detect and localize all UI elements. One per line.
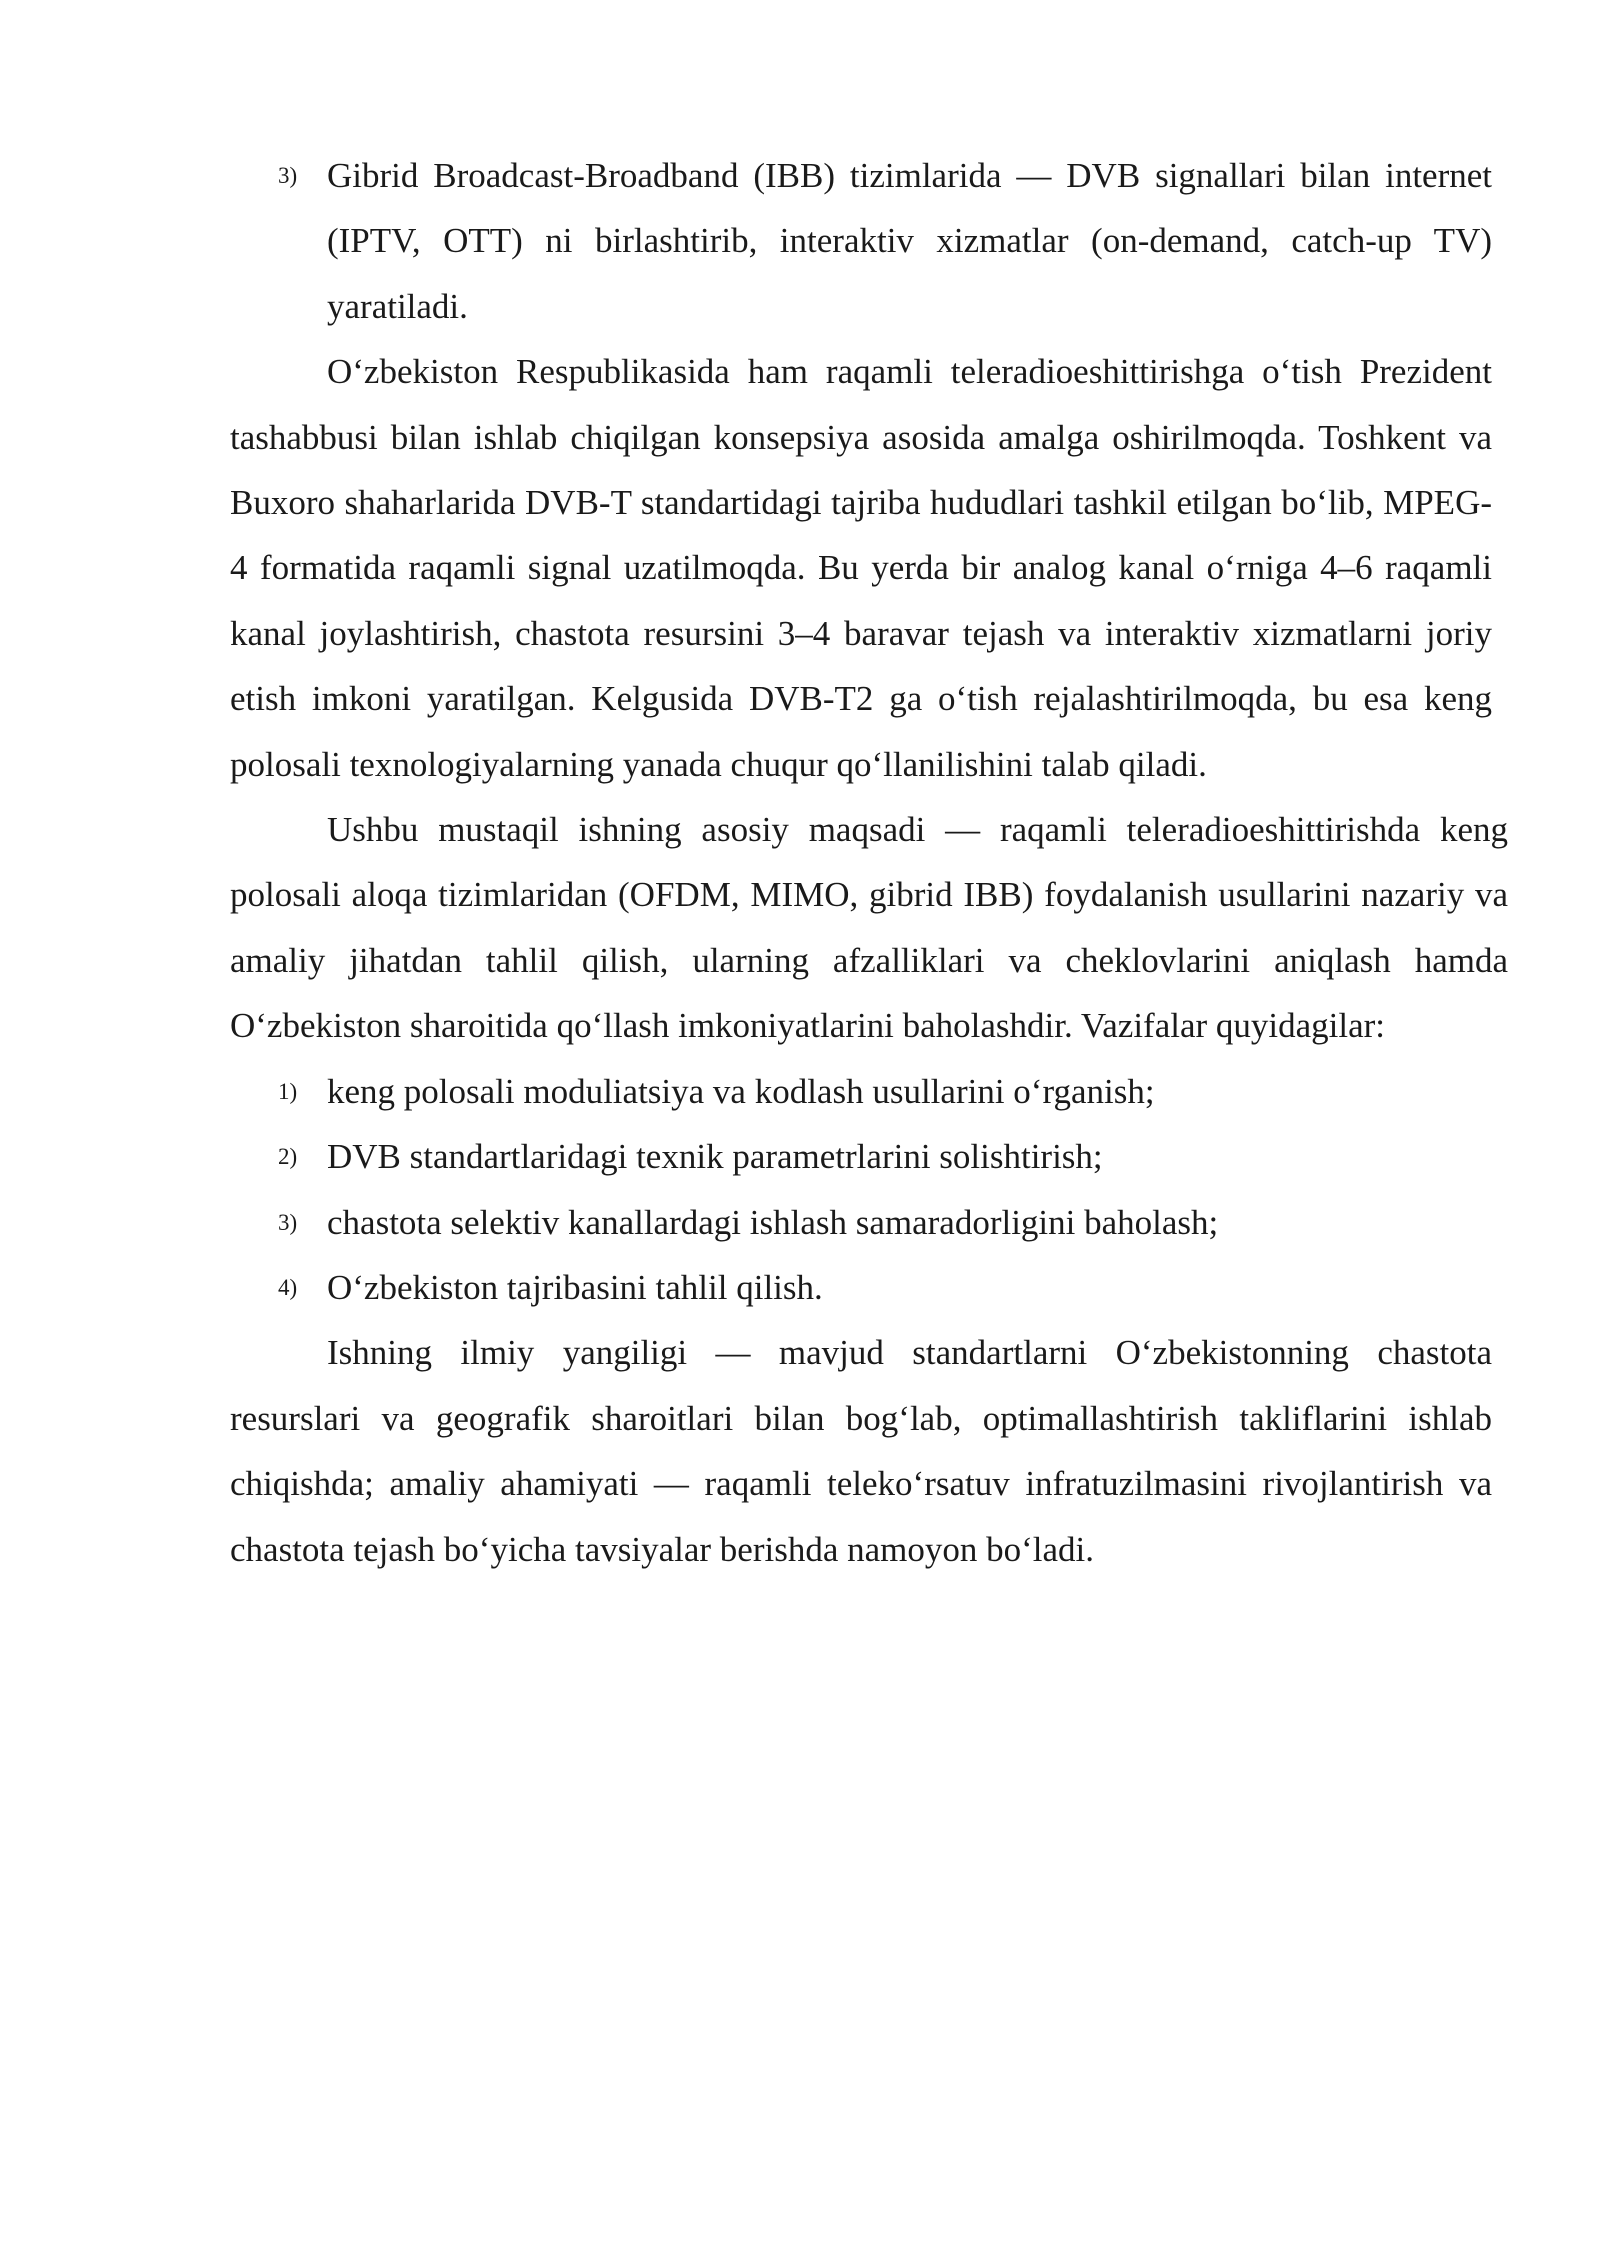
list-item-text: keng polosali moduliatsiya va kodlash usullarini o‘rganish; xyxy=(327,1071,1155,1111)
intro-list xyxy=(230,143,1492,339)
list-item-text: Gibrid Broadcast-Broadband (IBB) tizimlarida — DVB signallari bilan internet (IPTV, OTT) ni birlashtirib, interaktiv xizmatlar (on-demand, catch-up TV) yaratiladi. xyxy=(327,156,1492,326)
list-item xyxy=(230,1124,1492,1189)
list-item xyxy=(230,1255,1492,1320)
list-number: 1) xyxy=(278,1078,298,1104)
list-number: 4) xyxy=(278,1274,298,1300)
list-number: 2) xyxy=(278,1144,298,1170)
page-content xyxy=(230,143,1508,1582)
list-item xyxy=(230,1059,1492,1124)
list-number: 3) xyxy=(278,163,298,188)
paragraph-novelty: Ishning ilmiy yangiligi — mavjud standartlarni O‘zbekistonning chastota resurslari va geografik sharoitlari bilan bog‘lab, optimallashtirish takliflarini ishlab chiqishda; amaliy ahamiyati — raqamli teleko‘rsatuv infratuzilmasini rivojlantirish va chastota tejash bo‘yicha tavsiyalar berishda namoyon bo‘ladi. xyxy=(230,1333,1492,1569)
list-item-text: O‘zbekiston tajribasini tahlil qilish. xyxy=(327,1267,823,1307)
list-item-text: chastota selektiv kanallardagi ishlash samaradorligini baholash; xyxy=(327,1202,1219,1242)
paragraph-goal: Ushbu mustaqil ishning asosiy maqsadi — raqamli teleradioeshittirishda keng polosali aloqa tizimlaridan (OFDM, MIMO, gibrid IBB) foydalanish usullarini nazariy va amaliy jihatdan tahlil qilish, ularning afzalliklari va cheklovlarini aniqlash hamda O‘zbekiston sharoitida qo‘llash imkoniyatlarini baholashdir. Vazifalar quyidagilar: xyxy=(230,810,1508,1046)
list-item xyxy=(230,143,1492,339)
list-number: 3) xyxy=(278,1209,298,1235)
tasks-list xyxy=(230,1059,1492,1321)
list-item xyxy=(230,1190,1492,1255)
list-item-text: DVB standartlaridagi texnik parametrlarini solishtirish; xyxy=(327,1137,1103,1177)
paragraph-uzbekistan: O‘zbekiston Respublikasida ham raqamli teleradioeshittirishga o‘tish Prezident tashabbusi bilan ishlab chiqilgan konsepsiya asosida amalga oshirilmoqda. Toshkent va Buxoro shaharlarida DVB-T standartidagi tajriba hududlari tashkil etilgan bo‘lib, MPEG-4 formatida raqamli signal uzatilmoqda. Bu yerda bir analog kanal o‘rniga 4–6 raqamli kanal joylashtirish, chastota resursini 3–4 baravar tejash va interaktiv xizmatlarni joriy etish imkoni yaratilgan. Kelgusida DVB-T2 ga o‘tish rejalashtirilmoqda, bu esa keng polosali texnologiyalarning yanada chuqur qo‘llanilishini talab qiladi. xyxy=(230,352,1492,784)
